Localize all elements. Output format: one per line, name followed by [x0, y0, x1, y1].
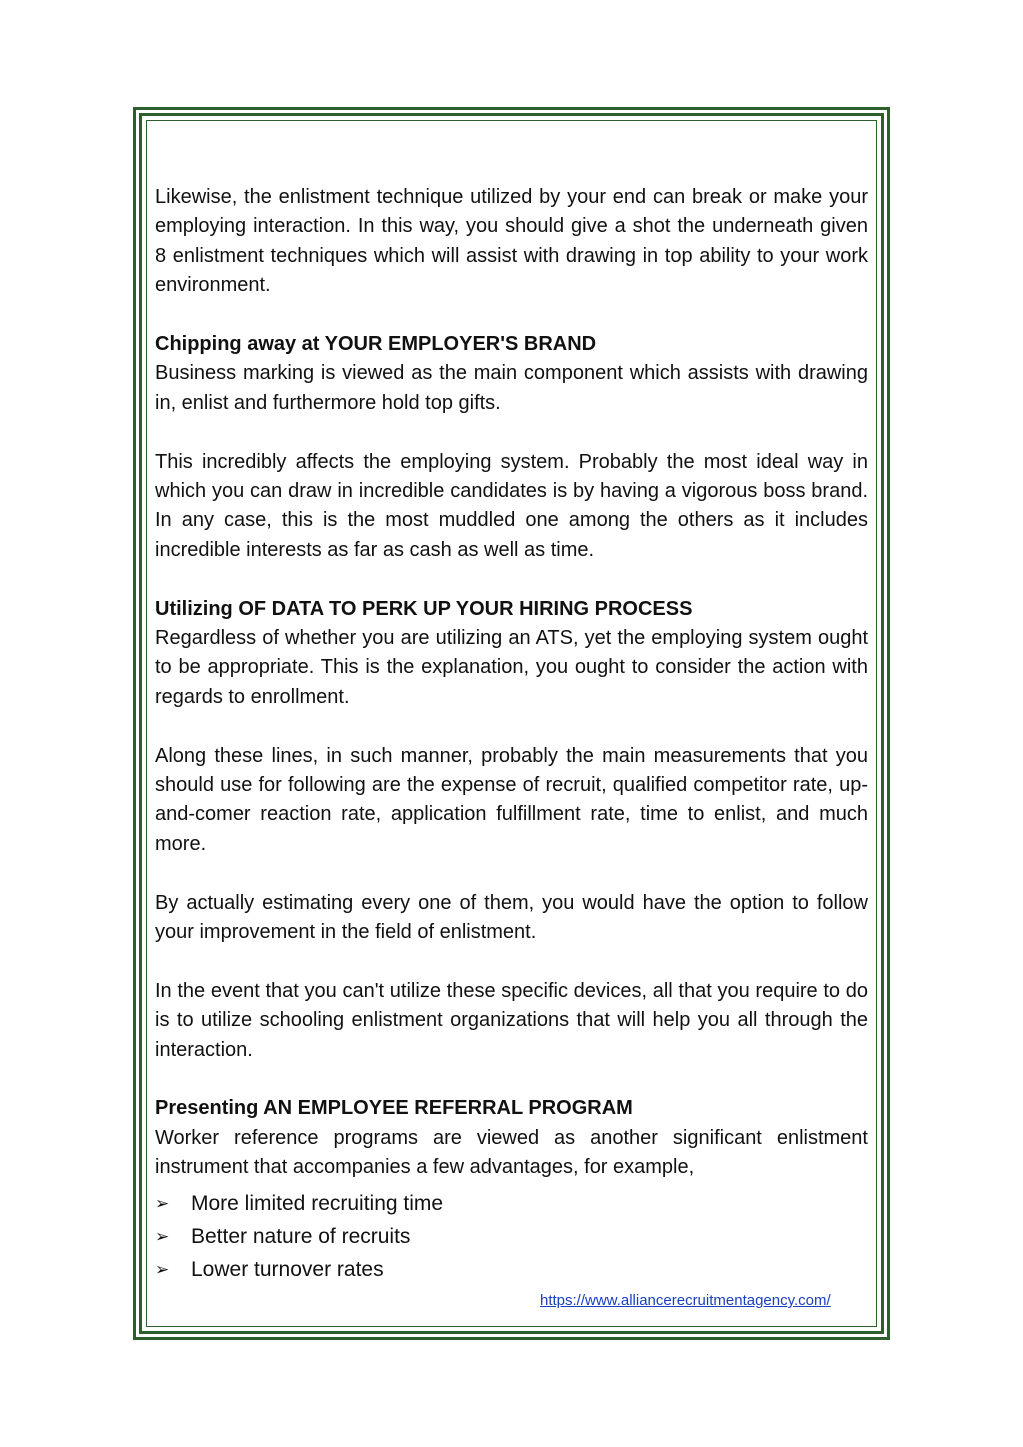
list-item — [155, 1253, 868, 1286]
list-item-text: More limited recruiting time — [191, 1191, 444, 1215]
section-paragraph: This incredibly affects the employing system. Probably the most ideal way in which you can draw in incredible candidates is by having a vigorous boss brand. In any case, this is the most muddled one among the others as it includes incredible interests as far as cash as well as time. — [155, 450, 868, 561]
document-body — [155, 183, 868, 1286]
section-paragraph: In the event that you can't utilize these specific devices, all that you require to do is to utilize schooling enlistment organizations that will help you all through the interaction. — [155, 979, 868, 1061]
advantages-list — [155, 1187, 868, 1286]
list-item — [155, 1187, 868, 1220]
list-item — [155, 1220, 868, 1253]
arrowhead-bullet-icon: ➢ — [155, 1226, 170, 1246]
section-heading: Chipping away at YOUR EMPLOYER'S BRAND — [155, 333, 597, 356]
section-paragraph: Regardless of whether you are utilizing an ATS, yet the employing system ought to be appropriate. This is the explanation, you ought to consider the action with regards to enrollment. — [155, 627, 868, 708]
section-heading: Presenting AN EMPLOYEE REFERRAL PROGRAM — [155, 1097, 633, 1120]
section-employer-brand — [155, 330, 868, 418]
intro-paragraph: Likewise, the enlistment technique utilized by your end can break or make your employing interaction. In this way, you should give a shot the underneath given 8 enlistment techniques which will assist with drawing in top ability to your work environment. — [155, 186, 868, 297]
section-paragraph: By actually estimating every one of them, you would have the option to follow your improvement in the field of enlistment. — [155, 891, 868, 944]
arrowhead-bullet-icon: ➢ — [155, 1193, 170, 1213]
footer-website-link[interactable]: https://www.alliancerecruitmentagency.com/ — [540, 1292, 831, 1309]
section-referral-program — [155, 1094, 868, 1182]
section-data-hiring — [155, 595, 868, 713]
section-heading: Utilizing OF DATA TO PERK UP YOUR HIRING PROCESS — [155, 597, 693, 620]
section-paragraph: Along these lines, in such manner, probably the main measurements that you should use for following are the expense of recruit, qualified competitor rate, up-and-comer reaction rate, application fulfillment rate, time to enlist, and much more. — [155, 744, 868, 855]
section-paragraph: Business marking is viewed as the main component which assists with drawing in, enlist and furthermore hold top gifts. — [155, 362, 868, 414]
list-item-text: Better nature of recruits — [191, 1224, 411, 1248]
section-paragraph: Worker reference programs are viewed as another significant enlistment instrument that accompanies a few advantages, for example, — [155, 1126, 868, 1179]
list-item-text: Lower turnover rates — [191, 1257, 384, 1281]
arrowhead-bullet-icon: ➢ — [155, 1259, 170, 1279]
